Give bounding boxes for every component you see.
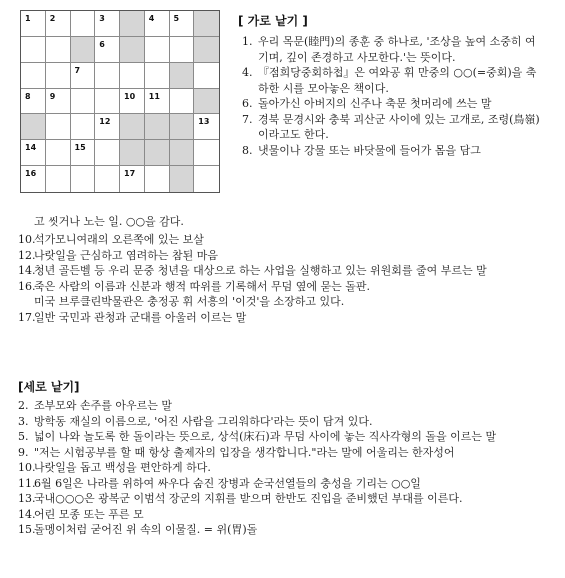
cell-number: 9 bbox=[49, 91, 56, 101]
clue-text: 미국 브루클린박물관은 충정공 휘 서흥의 '이것'을 소장하고 있다. bbox=[34, 295, 345, 308]
cell-number: 12 bbox=[99, 117, 111, 127]
across-clue bbox=[242, 143, 542, 159]
clue-number: 1. bbox=[242, 35, 253, 48]
grid-cell bbox=[170, 140, 195, 166]
grid-cell bbox=[21, 140, 46, 166]
grid-cell bbox=[71, 166, 96, 192]
grid-cell bbox=[95, 89, 120, 115]
grid-cell bbox=[21, 11, 46, 37]
across-clues bbox=[242, 34, 542, 158]
down-clue bbox=[18, 414, 528, 430]
clue-number: 2. bbox=[18, 399, 29, 412]
clue-text: 냇물이나 강물 또는 바닷물에 들어가 몸을 담그 bbox=[258, 143, 481, 157]
clue-number: 15. bbox=[18, 523, 36, 536]
grid-cell bbox=[170, 166, 195, 192]
cell-number: 3 bbox=[99, 14, 105, 23]
grid-cell bbox=[46, 166, 71, 192]
grid-cell bbox=[120, 63, 145, 89]
cell-number: 1 bbox=[25, 14, 31, 23]
down-clue bbox=[18, 429, 528, 445]
grid-cell bbox=[120, 89, 145, 115]
grid-cell bbox=[145, 166, 170, 192]
across-clue bbox=[18, 310, 510, 326]
across-clue bbox=[242, 65, 542, 96]
crossword-grid bbox=[20, 10, 220, 193]
clue-text: 죽은 사람의 이름과 신분과 행적 따위를 기록해서 무덤 옆에 묻는 돌판. bbox=[34, 279, 370, 293]
down-clue bbox=[18, 476, 528, 492]
across-clue bbox=[18, 263, 510, 279]
cell-number: 16 bbox=[25, 169, 37, 179]
across-clue bbox=[18, 232, 510, 248]
down-clue bbox=[18, 460, 528, 476]
clue-number: 13. bbox=[18, 492, 36, 505]
grid-cell bbox=[194, 166, 219, 192]
clue-number: 9. bbox=[18, 445, 29, 459]
down-clue bbox=[18, 507, 528, 523]
grid-cell bbox=[145, 140, 170, 166]
clue-text: 돌아가신 아버지의 신주나 축문 첫머리에 쓰는 말 bbox=[258, 97, 492, 110]
grid-cell bbox=[95, 37, 120, 63]
grid-cell bbox=[170, 114, 195, 140]
grid-cell bbox=[46, 89, 71, 115]
grid-cell bbox=[120, 37, 145, 63]
grid-cell bbox=[71, 11, 96, 37]
grid-cell bbox=[145, 63, 170, 89]
grid-cell bbox=[194, 11, 219, 37]
clue-text: 『점희당중회하첩』은 여와공 휘 만중의 ○○(=중회)을 축하한 시를 모아놓은 책이다. bbox=[258, 66, 537, 95]
clue-text: 일반 국민과 관청과 군대를 아울러 이르는 말 bbox=[34, 310, 247, 324]
cell-number: 7 bbox=[74, 65, 81, 75]
grid-cell bbox=[120, 166, 145, 192]
grid-cell bbox=[71, 89, 96, 115]
clue-number: 17. bbox=[18, 310, 36, 324]
cell-number: 5 bbox=[173, 14, 180, 23]
across-clue bbox=[18, 279, 510, 295]
clue-number: 10. bbox=[18, 233, 36, 246]
grid-cell bbox=[95, 114, 120, 140]
down-title: [세로 낱기] bbox=[18, 380, 80, 394]
clue-text: 나랏일을 근심하고 염려하는 참된 마음 bbox=[34, 248, 219, 262]
across-clue bbox=[18, 248, 510, 264]
grid-cell bbox=[145, 37, 170, 63]
clue-number: 6. bbox=[242, 97, 253, 110]
cell-number: 11 bbox=[148, 91, 160, 101]
clue-number: 3. bbox=[18, 414, 29, 428]
grid-cell bbox=[95, 11, 120, 37]
grid-cell bbox=[71, 114, 96, 140]
grid-cell bbox=[46, 37, 71, 63]
clue-text: 청년 골든벨 등 우리 문중 청년을 대상으로 하는 사업을 실행하고 있는 위원회를 줄여 부르는 말 bbox=[34, 264, 487, 277]
clue-text: 돌멩이처럼 굳어진 위 속의 이물질. = 위(胃)돌 bbox=[34, 523, 258, 536]
across-title: [ 가로 낱기 ] bbox=[238, 14, 308, 28]
grid-cell bbox=[170, 63, 195, 89]
clue-text: 경북 문경시와 충북 괴산군 사이에 있는 고개로, 조령(鳥嶺)이라고도 한다. bbox=[258, 112, 540, 141]
down-clues bbox=[18, 398, 528, 538]
across-clue bbox=[242, 112, 542, 143]
grid-cell bbox=[120, 11, 145, 37]
grid-cell bbox=[170, 11, 195, 37]
clue-number: 7. bbox=[242, 112, 253, 126]
clue-text: "저는 시험공부를 할 때 항상 출제자의 입장을 생각합니다."라는 말에 어울리는 한자성어 bbox=[34, 445, 455, 459]
down-clue bbox=[18, 491, 528, 507]
grid-cell bbox=[145, 114, 170, 140]
clue-number: 11. bbox=[18, 476, 36, 490]
grid-cell bbox=[46, 140, 71, 166]
grid-cell bbox=[21, 114, 46, 140]
clue-number: 16. bbox=[18, 279, 36, 293]
cell-number: 14 bbox=[25, 143, 37, 153]
grid-cell bbox=[194, 114, 219, 140]
grid-cell bbox=[21, 63, 46, 89]
clue-number: 10. bbox=[18, 461, 36, 474]
down-clue bbox=[18, 522, 528, 538]
grid-cell bbox=[170, 37, 195, 63]
clue-number: 14. bbox=[18, 264, 36, 277]
grid-cell bbox=[194, 63, 219, 89]
grid-cell bbox=[120, 140, 145, 166]
clue-number: 5. bbox=[18, 430, 29, 443]
grid-cell bbox=[46, 114, 71, 140]
clue-text: 넓이 나와 놀도록 한 돌이라는 뜻으로, 상석(床石)과 무덤 사이에 놓는 직사각형의 돌을 이르는 말 bbox=[34, 430, 497, 443]
across-clues-wide bbox=[18, 232, 510, 325]
grid-cell bbox=[46, 63, 71, 89]
clue-text: 석가모니여래의 오른쪽에 있는 보살 bbox=[34, 233, 204, 246]
grid-cell bbox=[194, 37, 219, 63]
grid-cell bbox=[170, 89, 195, 115]
across-clue bbox=[242, 34, 542, 65]
cell-number: 13 bbox=[198, 117, 210, 127]
grid-cell bbox=[71, 140, 96, 166]
grid-cell bbox=[194, 89, 219, 115]
cell-number: 10 bbox=[124, 91, 136, 101]
grid-cell bbox=[21, 37, 46, 63]
grid-cell bbox=[46, 11, 71, 37]
clue-text: 어린 모종 또는 푸른 모 bbox=[34, 507, 144, 521]
down-clue bbox=[18, 445, 528, 461]
down-clue bbox=[18, 398, 528, 414]
across-clue bbox=[18, 294, 510, 310]
across-clue bbox=[242, 96, 542, 112]
grid-cell bbox=[145, 89, 170, 115]
cell-number: 2 bbox=[49, 14, 56, 23]
clue-number: 12. bbox=[18, 248, 36, 262]
cell-number: 15 bbox=[74, 143, 86, 153]
clue-text: 조부모와 손주를 아우르는 말 bbox=[34, 399, 173, 412]
across-clue-8-continuation: 고 씻거나 노는 일. ○○을 감다. bbox=[34, 215, 184, 228]
grid-cell bbox=[21, 166, 46, 192]
grid-cell bbox=[71, 37, 96, 63]
cell-number: 6 bbox=[99, 39, 105, 49]
clue-number: 8. bbox=[242, 143, 253, 157]
clue-text: 방학동 재실의 이름으로, '어진 사람을 그리워하다'라는 뜻이 담겨 있다. bbox=[34, 414, 373, 428]
clue-number: 4. bbox=[242, 66, 253, 79]
grid-cell bbox=[71, 63, 96, 89]
grid-cell bbox=[95, 140, 120, 166]
clue-text: 6월 6일은 나라를 위하여 싸우다 숨진 장병과 순국선열들의 충성을 기리는 ○○일 bbox=[34, 476, 421, 490]
grid-cell bbox=[145, 11, 170, 37]
clue-number: 14. bbox=[18, 507, 36, 521]
grid-cell bbox=[194, 140, 219, 166]
grid-cell bbox=[21, 89, 46, 115]
clue-text: 나랏일을 돕고 백성을 편안하게 하다. bbox=[34, 461, 211, 474]
cell-number: 17 bbox=[124, 169, 136, 179]
clue-text: 우리 목문(睦門)의 종훈 중 하나로, '조상을 높여 소중히 여기며, 깊이 존경하고 사모한다.'는 뜻이다. bbox=[258, 35, 536, 64]
grid-cell bbox=[95, 166, 120, 192]
clue-text: 국내○○○은 광복군 이범석 장군의 지휘를 받으며 한반도 진입을 준비했던 부대를 이른다. bbox=[34, 492, 463, 505]
grid-cell bbox=[95, 63, 120, 89]
cell-number: 4 bbox=[148, 14, 155, 23]
grid-cell bbox=[120, 114, 145, 140]
cell-number: 8 bbox=[25, 91, 31, 101]
